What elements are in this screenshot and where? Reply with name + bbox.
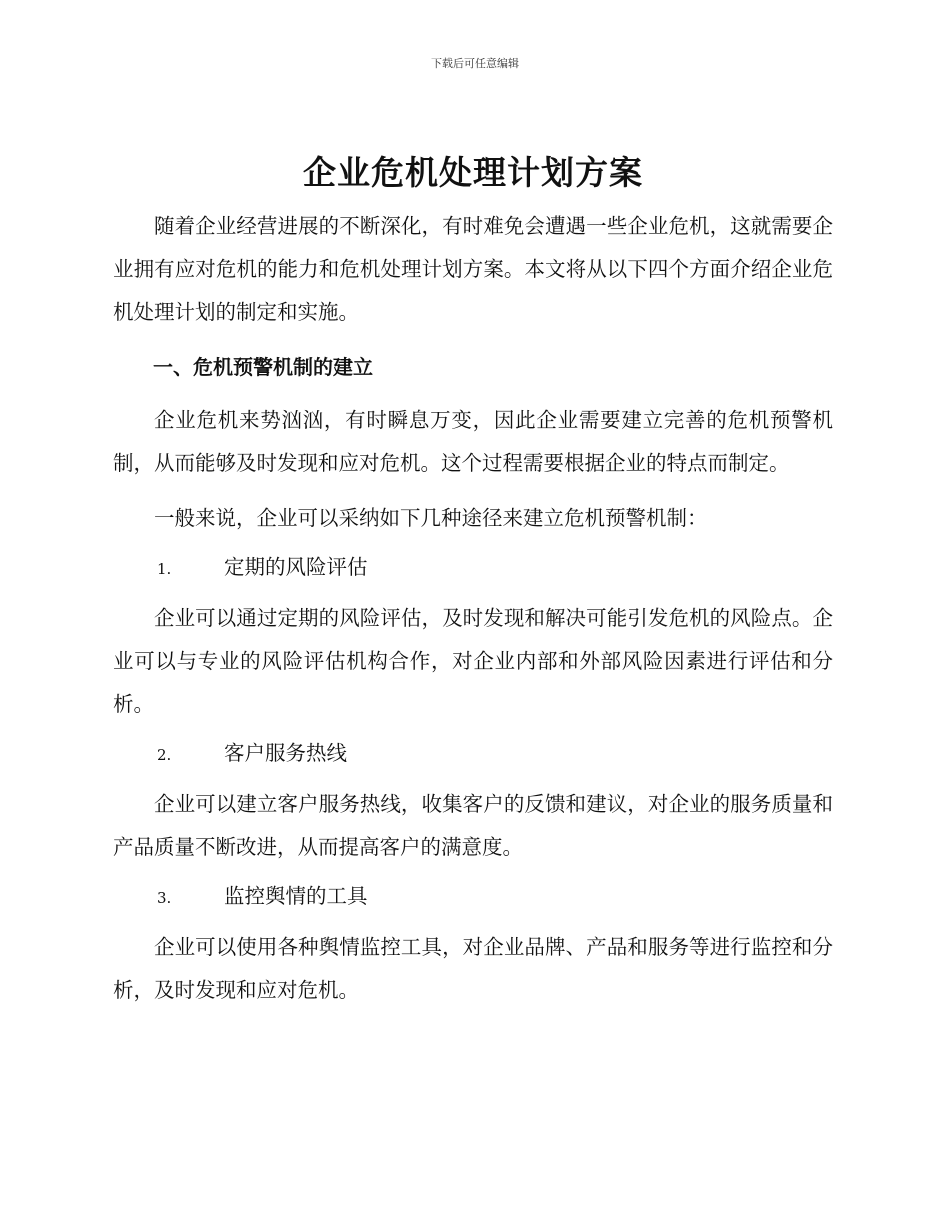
document-title: 企业危机处理计划方案 — [303, 153, 643, 192]
list-item-3 — [113, 875, 833, 920]
list-item-1-description: 企业可以通过定期的风险评估，及时发现和解决可能引发危机的风险点。企业可以与专业的风险评估机构合作，对企业内部和外部风险因素进行评估和分析。 — [113, 606, 833, 716]
section-heading-1: 一、危机预警机制的建立 — [153, 355, 373, 379]
document-body — [113, 145, 833, 1012]
intro-paragraph: 随着企业经营进展的不断深化，有时难免会遭遇一些企业危机，这就需要企业拥有应对危机的能力和危机处理计划方案。本文将从以下四个方面介绍企业危机处理计划的制定和实施。 — [113, 214, 833, 324]
list-number: 2. — [157, 746, 172, 764]
header-note: 下载后可任意编辑 — [431, 57, 519, 70]
list-label: 客户服务热线 — [224, 741, 347, 765]
list-number: 1. — [157, 560, 172, 578]
list-item-2-description: 企业可以建立客户服务热线，收集客户的反馈和建议，对企业的服务质量和产品质量不断改进，从而提高客户的满意度。 — [113, 792, 833, 859]
list-item-1 — [113, 546, 833, 591]
list-label: 定期的风险评估 — [224, 555, 368, 579]
section1-paragraph-1: 企业危机来势汹汹，有时瞬息万变，因此企业需要建立完善的危机预警机制，从而能够及时发现和应对危机。这个过程需要根据企业的特点而制定。 — [113, 408, 833, 475]
list-label: 监控舆情的工具 — [224, 884, 368, 908]
list-item-3-description: 企业可以使用各种舆情监控工具，对企业品牌、产品和服务等进行监控和分析，及时发现和应对危机。 — [113, 935, 833, 1002]
section1-paragraph-2: 一般来说，企业可以采纳如下几种途径来建立危机预警机制： — [154, 506, 708, 530]
list-number: 3. — [157, 889, 172, 907]
list-item-2 — [113, 732, 833, 777]
